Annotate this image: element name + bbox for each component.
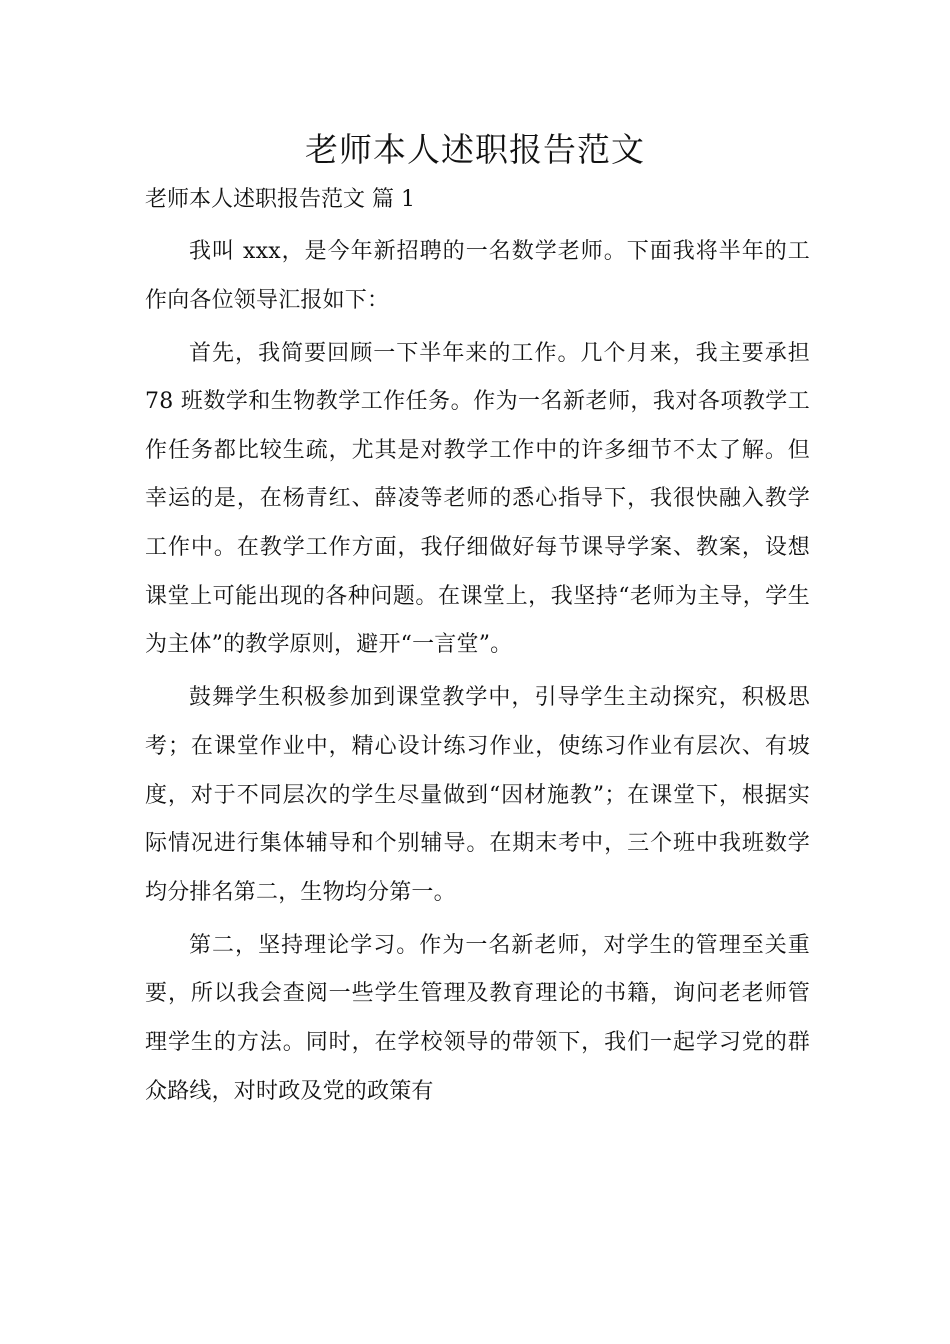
paragraph-1: 我叫 xxx，是今年新招聘的一名数学老师。下面我将半年的工作向各位领导汇报如下： <box>145 239 810 313</box>
document-body <box>145 228 810 1116</box>
paragraph-4: 第二，坚持理论学习。作为一名新老师，对学生的管理至关重要，所以我会查阅一些学生管理及教育理论的书籍，询问老老师管理学生的方法。同时，在学校领导的带领下，我们一起学习党的群众路线，对时政及党的政策有 <box>145 932 810 1104</box>
section-heading: 老师本人述职报告范文 篇 1 <box>145 187 415 212</box>
paragraph-2: 首先，我简要回顾一下半年来的工作。几个月来，我主要承担 78 班数学和生物教学工作任务。作为一名新老师，我对各项教学工作任务都比较生疏，尤其是对教学工作中的许多细节不太了解。但幸运的是，在杨青红、薛凌等老师的悉心指导下，我很快融入教学工作中。在教学工作方面，我仔细做好每节课导学案、教案，设想课堂上可能出现的各种问题。在课堂上，我坚持“老师为主导，学生为主体”的教学原则，避开“一言堂”。 <box>145 340 810 658</box>
document-title: 老师本人述职报告范文 <box>305 130 645 169</box>
paragraph-3: 鼓舞学生积极参加到课堂教学中，引导学生主动探究，积极思考；在课堂作业中，精心设计练习作业，使练习作业有层次、有坡度，对于不同层次的学生尽量做到“因材施教”；在课堂下，根据实际情况进行集体辅导和个别辅导。在期末考中，三个班中我班数学均分排名第二，生物均分第一。 <box>145 685 810 905</box>
